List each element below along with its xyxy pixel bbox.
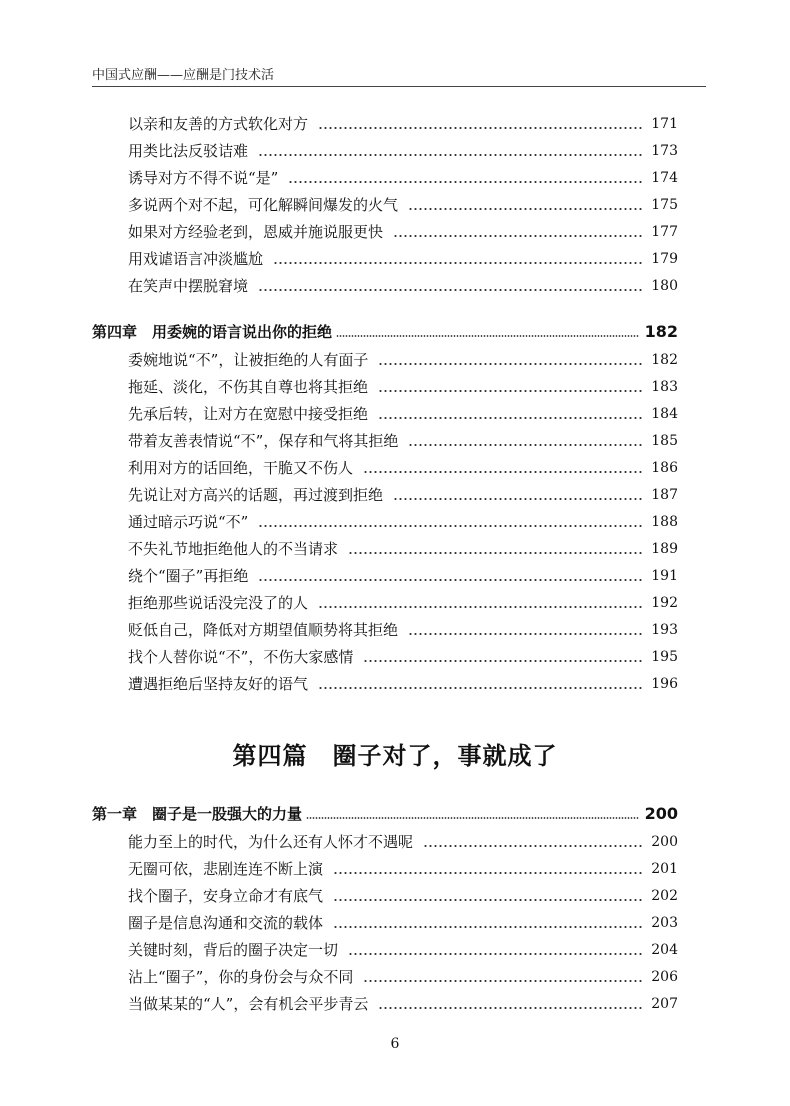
dot-leader [378, 1007, 643, 1009]
toc-entry-title: 通过暗示巧说“不” [128, 513, 249, 531]
toc-entry[interactable] [128, 562, 678, 586]
toc-entry-title: 无圈可依，悲剧连连不断上演 [128, 860, 324, 878]
toc-entry-title: 利用对方的话回绝，干脆又不伤人 [128, 459, 354, 477]
toc-entry-title: 委婉地说“不”，让被拒绝的人有面子 [128, 351, 369, 369]
toc-entry-title: 拖延、淡化，不伤其自尊也将其拒绝 [128, 378, 369, 396]
toc-entry-title: 不失礼节地拒绝他人的不当请求 [128, 540, 339, 558]
toc-entry[interactable] [128, 346, 678, 370]
toc-entry[interactable] [128, 427, 678, 451]
toc-entry[interactable] [128, 535, 678, 559]
running-header: 中国式应酬——应酬是门技术活 [92, 64, 706, 87]
toc-entry-page: 175 [651, 197, 678, 213]
dot-leader [363, 660, 643, 662]
dot-leader [336, 335, 639, 337]
toc-entry[interactable] [128, 454, 678, 478]
toc-entry[interactable] [128, 882, 678, 906]
dot-leader [363, 471, 643, 473]
chapter-title: 第一章 圈子是一股强大的力量 [92, 805, 303, 823]
dot-leader [393, 498, 643, 500]
toc-entry[interactable] [128, 110, 678, 134]
toc-entry-page: 201 [651, 861, 678, 877]
dot-leader [288, 181, 643, 183]
toc-entry-page: 191 [651, 568, 678, 584]
toc-entry-title: 沾上“圈子”，你的身份会与众不同 [128, 968, 354, 986]
toc-entry-page: 174 [651, 170, 678, 186]
toc-entry[interactable] [128, 963, 678, 987]
toc-entry-page: 192 [651, 595, 678, 611]
toc-entry-title: 找个圈子，安身立命才有底气 [128, 887, 324, 905]
dot-leader [348, 552, 643, 554]
toc-entry[interactable] [128, 909, 678, 933]
chapter-page: 200 [644, 804, 678, 823]
toc-entry-page: 200 [651, 834, 678, 850]
dot-leader [408, 208, 643, 210]
dot-leader [306, 817, 639, 819]
toc-entry-page: 177 [651, 224, 678, 240]
toc-entry-page: 193 [651, 622, 678, 638]
dot-leader [333, 872, 643, 874]
toc-entry[interactable] [128, 616, 678, 640]
toc-entry[interactable] [128, 936, 678, 960]
toc-entry-title: 在笑声中摆脱窘境 [128, 277, 249, 295]
toc-entry-title: 先说让对方高兴的话题，再过渡到拒绝 [128, 486, 384, 504]
toc-entry-title: 关键时刻，背后的圈子决定一切 [128, 941, 339, 959]
dot-leader [333, 899, 643, 901]
chapter-page: 182 [644, 322, 678, 341]
toc-entry-title: 当做某某的“人”，会有机会平步青云 [128, 995, 369, 1013]
dot-leader [258, 525, 643, 527]
dot-leader [318, 606, 643, 608]
toc-entry-title: 贬低自己，降低对方期望值顺势将其拒绝 [128, 621, 399, 639]
toc-entry-page: 207 [651, 996, 678, 1012]
toc-entry[interactable] [128, 373, 678, 397]
toc-entry[interactable] [128, 855, 678, 879]
toc-entry-page: 195 [651, 649, 678, 665]
toc-entry-page: 182 [651, 352, 678, 368]
toc-entry[interactable] [128, 164, 678, 188]
toc-entry-page: 188 [651, 514, 678, 530]
toc-entry-title: 绕个“圈子”再拒绝 [128, 567, 249, 585]
toc-entry-title: 带着友善表情说“不”，保存和气将其拒绝 [128, 432, 399, 450]
toc-entry-page: 185 [651, 433, 678, 449]
toc-entry[interactable] [128, 670, 678, 694]
toc-entry[interactable] [128, 990, 678, 1014]
chapter-heading[interactable] [92, 798, 678, 824]
toc-entry-page: 186 [651, 460, 678, 476]
page-number: 6 [390, 1036, 400, 1052]
toc-entry-page: 180 [651, 278, 678, 294]
dot-leader [258, 579, 643, 581]
toc-entry[interactable] [128, 400, 678, 424]
toc-entry-page: 196 [651, 676, 678, 692]
toc-entry-title: 圈子是信息沟通和交流的载体 [128, 914, 324, 932]
toc-entry-title: 用戏谑语言冲淡尴尬 [128, 250, 264, 268]
toc-entry-title: 以亲和友善的方式软化对方 [128, 115, 309, 133]
toc-entry[interactable] [128, 218, 678, 242]
toc-entry[interactable] [128, 643, 678, 667]
toc-entry-title: 遭遇拒绝后坚持友好的语气 [128, 675, 309, 693]
toc-entry[interactable] [128, 137, 678, 161]
dot-leader [378, 417, 643, 419]
toc-entry-title: 用类比法反驳诘难 [128, 142, 249, 160]
toc-entry[interactable] [128, 589, 678, 613]
toc-entry-page: 171 [651, 116, 678, 132]
toc-entry-page: 206 [651, 969, 678, 985]
toc-entry-page: 202 [651, 888, 678, 904]
toc-entry-title: 拒绝那些说话没完没了的人 [128, 594, 309, 612]
dot-leader [318, 127, 643, 129]
toc-entry-title: 如果对方经验老到，恩威并施说服更快 [128, 223, 384, 241]
toc-entry[interactable] [128, 272, 678, 296]
toc-entry-page: 204 [651, 942, 678, 958]
part-title: 第四篇 圈子对了，事就成了 [232, 741, 558, 770]
toc-entry-page: 203 [651, 915, 678, 931]
dot-leader [258, 289, 643, 291]
toc-entry[interactable] [128, 191, 678, 215]
toc-entry-page: 189 [651, 541, 678, 557]
dot-leader [378, 363, 643, 365]
toc-entry-title: 先承后转，让对方在宽慰中接受拒绝 [128, 405, 369, 423]
toc-entry[interactable] [128, 481, 678, 505]
dot-leader [408, 444, 643, 446]
dot-leader [318, 687, 643, 689]
dot-leader [378, 390, 643, 392]
dot-leader [363, 980, 643, 982]
toc-entry[interactable] [128, 828, 678, 852]
chapter-title: 第四章 用委婉的语言说出你的拒绝 [92, 323, 333, 341]
dot-leader [258, 154, 643, 156]
toc-entry-title: 诱导对方不得不说“是” [128, 169, 279, 187]
toc-entry-page: 179 [651, 251, 678, 267]
dot-leader [393, 235, 643, 237]
toc-entry[interactable] [128, 508, 678, 532]
dot-leader [423, 845, 643, 847]
toc-entry-page: 184 [651, 406, 678, 422]
dot-leader [333, 926, 643, 928]
dot-leader [348, 953, 643, 955]
toc-entry-title: 能力至上的时代，为什么还有人怀才不遇呢 [128, 833, 414, 851]
chapter-heading[interactable] [92, 316, 678, 342]
dot-leader [408, 633, 643, 635]
dot-leader [273, 262, 643, 264]
toc-entry-title: 找个人替你说“不”，不伤大家感情 [128, 648, 354, 666]
toc-entry-page: 173 [651, 143, 678, 159]
toc-entry-title: 多说两个对不起，可化解瞬间爆发的火气 [128, 196, 399, 214]
toc-entry-page: 183 [651, 379, 678, 395]
toc-entry-page: 187 [651, 487, 678, 503]
toc-entry[interactable] [128, 245, 678, 269]
